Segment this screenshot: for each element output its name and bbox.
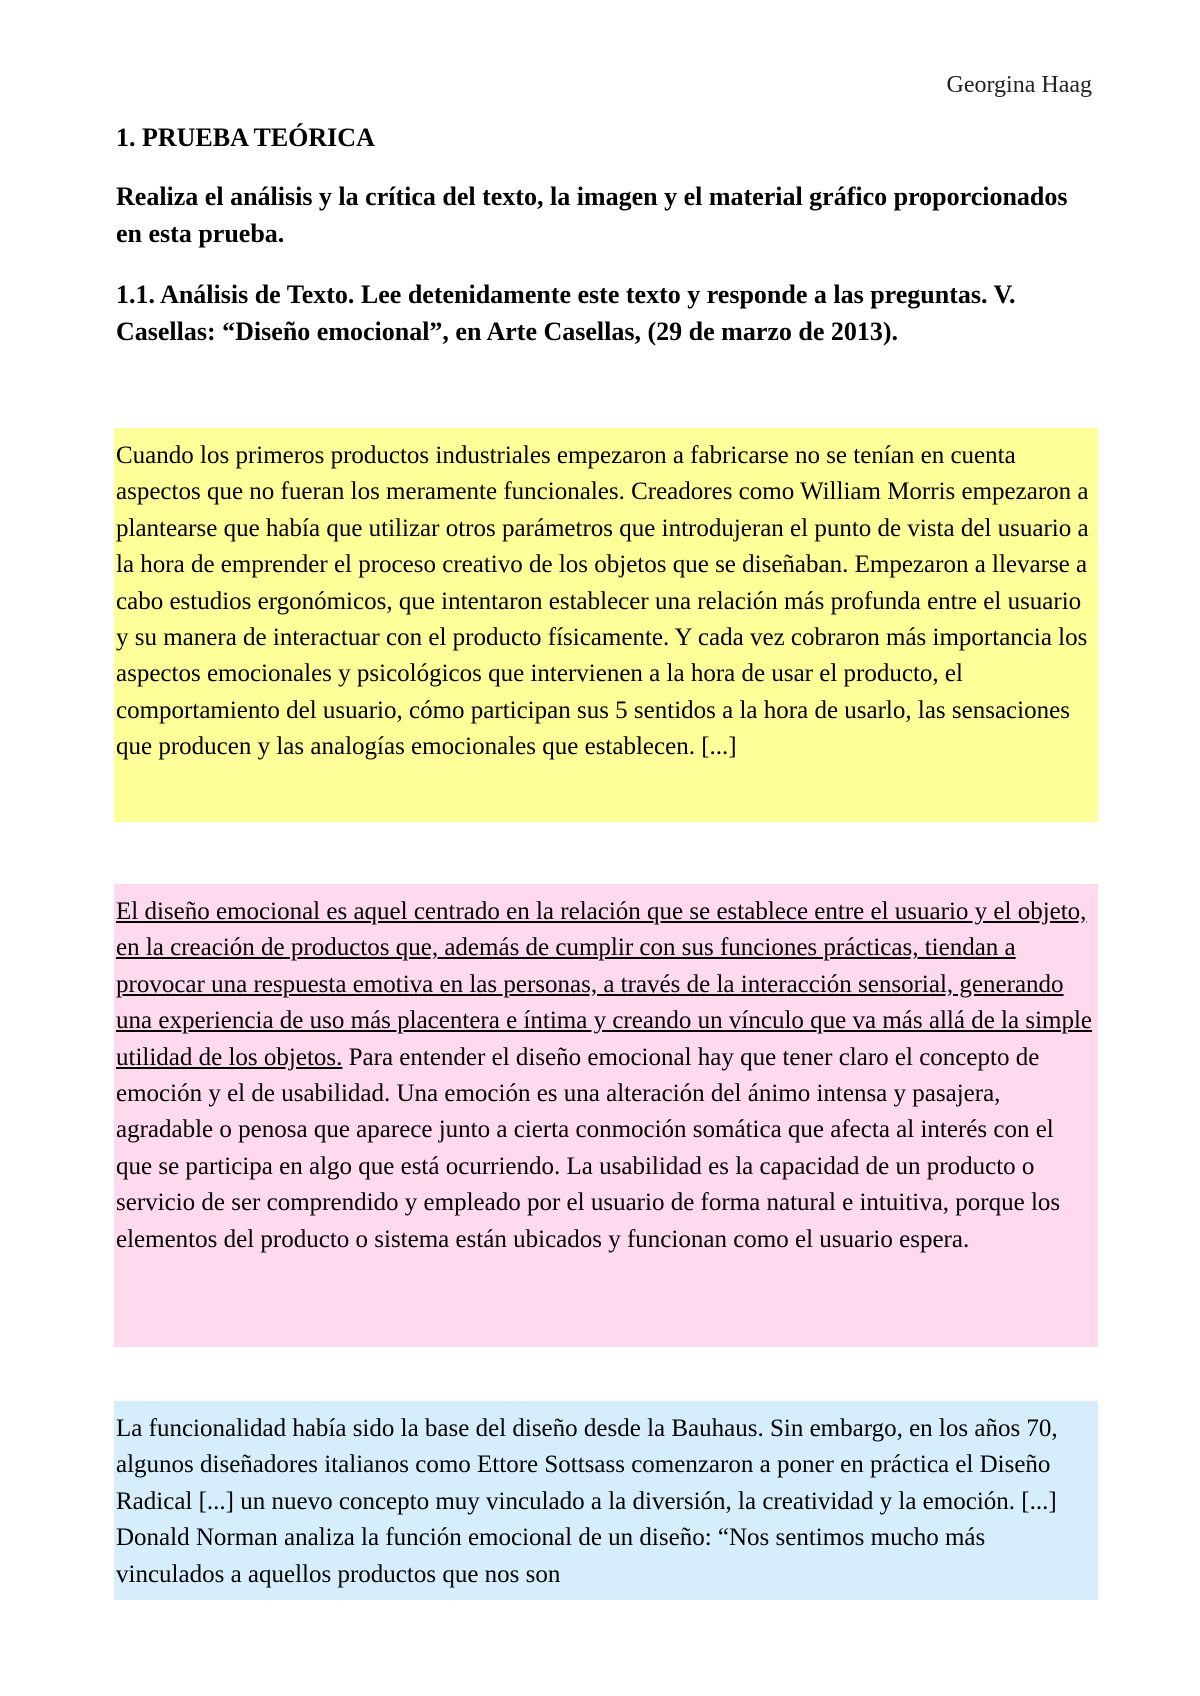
blue-highlighted-paragraph [114,1401,1098,1600]
section-title: 1. PRUEBA TEÓRICA [116,123,375,152]
pink-highlighted-paragraph [114,884,1098,1347]
subsection-title: 1.1. Análisis de Texto. Lee detenidamente este texto y responde a las preguntas. V. Casellas: “Diseño emocional”, en Arte Casellas, (29 de marzo de 2013). [116,280,1016,346]
underlined-definition: El diseño emocional es aquel centrado en la relación que se establece entre el usuario y el objeto, en la creación de productos que, además de cumplir con sus funciones prácticas, tiendan a provocar una respuesta emotiva en las personas, a través de la interacción sensorial, generando una experiencia de uso más placentera e íntima y creando un vínculo que va más allá de la simple utilidad de los objetos. [116,898,1093,1071]
paragraph-text: Cuando los primeros productos industriales empezaron a fabricarse no se tenían en cuenta aspectos que no fueran los meramente funcionales. Creadores como William Morris empezaron a plantearse que había que utilizar otros parámetros que introdujeran el punto de vista del usuario a la hora de emprender el proceso creativo de los objetos que se diseñaban. Empezaron a llevarse a cabo estudios ergonómicos, que intentaron establecer una relación más profunda entre el usuario y su manera de interactuar con el producto físicamente. Y cada vez cobraron más importancia los aspectos emocionales y psicológicos que intervienen a la hora de usar el producto, el comportamiento del usuario, cómo participan sus 5 sentidos a la hora de usarlo, las sensaciones que producen y las analogías emocionales que establecen. [...] [116,442,1089,761]
paragraph-text: La funcionalidad había sido la base del diseño desde la Bauhaus. Sin embargo, en los años 70, algunos diseñadores italianos como Ettore Sottsass comenzaron a poner en práctica el Diseño Radical [...] un nuevo concepto muy vinculado a la diversión, la creatividad y la emoción. [...] Donald Norman analiza la función emocional de un diseño: “Nos sentimos mucho más vinculados a aquellos productos que nos son [116,1415,1058,1588]
yellow-highlighted-paragraph [114,428,1098,822]
author-name: Georgina Haag [946,72,1092,98]
paragraph-text: Para entender el diseño emocional hay que tener claro el concepto de emoción y el de usabilidad. Una emoción es una alteración del ánimo intensa y pasajera, agradable o penosa que aparece junto a cierta conmoción somática que afecta al interés con el que se participa en algo que está ocurriendo. La usabilidad es la capacidad de un producto o servicio de ser comprendido y empleado por el usuario de forma natural e intuitiva, porque los elementos del producto o sistema están ubicados y funcionan como el usuario espera. [116,1043,1061,1253]
instruction-text: Realiza el análisis y la crítica del texto, la imagen y el material gráfico proporcionados en esta prueba. [116,182,1068,248]
